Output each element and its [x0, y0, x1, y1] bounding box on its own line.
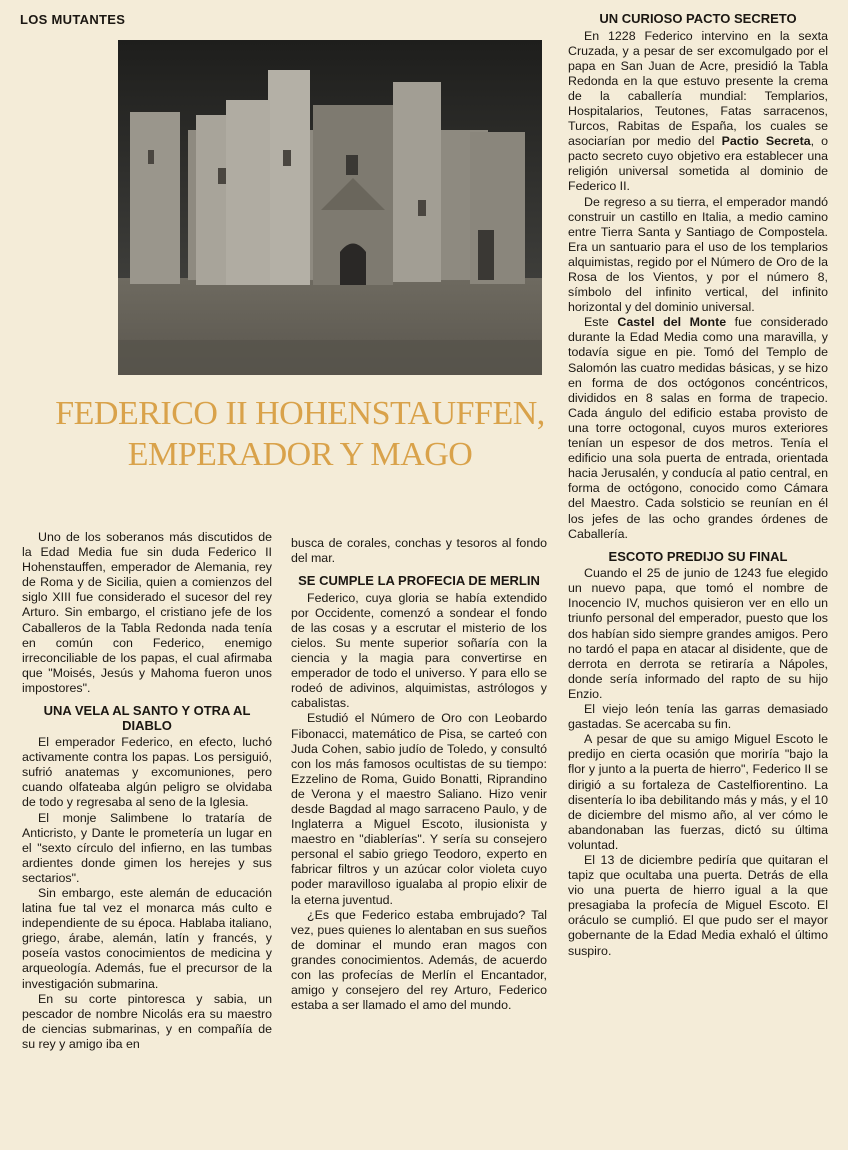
paragraph: Sin embargo, este alemán de educación latina fue tal vez el monarca más culto e independiente de su época. Hablaba italiano, griego, árabe, alemán, latín y francés, y poseía vastos conocimientos de medicina y arqueología. Además, fue el precursor de la investigación submarina. [22, 885, 272, 991]
castle-illustration [118, 40, 542, 375]
paragraph: En 1228 Federico intervino en la sexta Cruzada, y a pesar de ser excomulgado por el papa en San Juan de Acre, presidió la Tabla Redonda en la que estuvo presente la crema de la caballería mundial: Templarios, Hospitalarios, Teutones, Fatas sarracenos, Turcos, Rabitas de España, los cuales se asociarían por medio del Pactio Secreta, o pacto secreto cuyo objetivo era establecer una religión universal sometida al dominio de Federico II. [568, 28, 828, 194]
paragraph: busca de corales, conchas y tesoros al fondo del mar. [291, 536, 547, 566]
paragraph: El emperador Federico, en efecto, luchó activamente contra los papas. Los persiguió, sufrió anatemas y excomuniones, pero cuando olfateaba algún peligro se olvidaba de todo y regresaba al seno de la Iglesia. [22, 735, 272, 810]
paragraph: Este Castel del Monte fue considerado durante la Edad Media como una maravilla, y todavía sigue en pie. Tomó del Templo de Salomón las cuatro medidas básicas, y se hizo en forma de dos octógonos concéntricos, divididos en 8 salas en forma de trapecio. Cada ángulo del edificio estaba provisto de una torre octogonal, cuyos muros exteriores tenían un espesor de dos metros. Tenía el edificio una sola puerta de entrada, orientada hacia Jerusalén, y conducía al patio central, en forma de octógono, conocido como Cámara del Maestro. Cada solsticio se reunían en él los jefes de las ocho grandes órdenes de Caballería. [568, 315, 828, 541]
article-title [20, 393, 580, 475]
paragraph: El monje Salimbene lo trataría de Anticristo, y Dante le prometería un lugar en el "sexto círculo del infierno, en las tumbas ardientes donde gimen los herejes y sus sectarios". [22, 810, 272, 885]
paragraph: De regreso a su tierra, el emperador mandó construir un castillo en Italia, a medio camino entre Tierra Santa y Santiago de Compostela. Era un santuario para el uso de los templarios alquimistas, regido por el Número de Oro de la Rosa de los Vientos, y por el número 8, símbolo del infinito vertical, del infinito horizontal y del dominio universal. [568, 194, 828, 315]
paragraph: En su corte pintoresca y sabia, un pescador de nombre Nicolás era su maestro de ciencias submarinas, y en compañía de su rey y amigo iba en [22, 991, 272, 1051]
subheading: SE CUMPLE LA PROFECIA DE MERLIN [298, 573, 540, 589]
bold-term: Castel del Monte [617, 315, 727, 330]
subheading: ESCOTO PREDIJO SU FINAL [608, 548, 788, 564]
section-header: LOS MUTANTES [20, 12, 126, 27]
paragraph: Uno de los soberanos más discutidos de la Edad Media fue sin duda Federico II Hohenstauffen, emperador de Alemania, rey de Roma y de Sicilia, quien a comienzos del siglo XIII fue considerado el sucesor del rey Arturo. Sin embargo, el cristiano jefe de los Caballeros de la Tabla Redonda nada tenía en común con Federico, enemigo irreconciliable de los papas, el cual afirmaba que "Moisés, Jesús y Mahoma fueron unos impostores". [22, 530, 272, 695]
column-3 [568, 12, 828, 959]
paragraph: Cuando el 25 de junio de 1243 fue elegido un nuevo papa, que tomó el nombre de Inocencio IV, muchos quisieron ver en ello un triunfo personal del emperador, puesto que los dos habían sido siempre grandes amigos. Pero no tardó el papa en atacar al disidente, que de derrota en derrota se retiraría a Nápoles, donde sería informado del rapto de su hijo Enzio. [568, 566, 828, 701]
paragraph: A pesar de que su amigo Miguel Escoto le predijo en cierta ocasión que moriría "bajo la flor y junto a la puerta de hierro", Federico II se dirigió a su fortaleza de Castelfiorentino. La disentería lo iba debilitando más y más, y el 10 de diciembre del mismo año, al ver cómo le abandonaban las fuerzas, dictó su última voluntad. [568, 732, 828, 852]
castle-photo [118, 40, 542, 375]
title-line-1: FEDERICO II HOHENSTAUFFEN, [55, 395, 545, 432]
column-1 [22, 530, 272, 1052]
column-2 [291, 536, 547, 1013]
paragraph: ¿Es que Federico estaba embrujado? Tal vez, pues quienes lo alentaban en sus sueños de dominar el mundo eran magos con grandes conocimientos. Además, de acuerdo con las profecías de Merlín el Encantador, amigo y consejero del rey Arturo, Federico estaba a ser llamado el amo del mundo. [291, 907, 547, 1013]
subheading: UNA VELA AL SANTO Y OTRA AL DIABLO [43, 703, 251, 733]
bold-term: Pactio Secreta [721, 134, 811, 149]
paragraph: El viejo león tenía las garras demasiado gastadas. Se acercaba su fin. [568, 702, 828, 732]
title-line-2: EMPERADOR Y MAGO [127, 436, 473, 473]
paragraph: El 13 de diciembre pediría que quitaran el tapiz que ocultaba una puerta. Detrás de ella vio una puerta de hierro igual a la que presagiaba la profecía de Miguel Escoto. El oráculo se cumplió. El que pudo ser el mayor gobernante de la Edad Media exhaló el último suspiro. [568, 852, 828, 958]
paragraph: Estudió el Número de Oro con Leobardo Fibonacci, matemático de Pisa, se carteó con Juda Cohen, sabio judío de Toledo, y consultó con los más famosos ocultistas de su tiempo: Ezzelino de Roma, Guido Bonatti, Riprandino de Verona y el maestro Saliano. Hizo venir desde Bagdad al mago sarraceno Paulo, y de Inglaterra a Miguel Escoto, ilusionista y maestro en "diablerías". Y sería su consejero personal el sabio griego Teodoro, experto en fabricar filtros y un azúcar color violeta cuyo poder maravilloso igualaba al propio elixir de la eterna juventud. [291, 711, 547, 907]
subheading: UN CURIOSO PACTO SECRETO [599, 11, 797, 26]
paragraph: Federico, cuya gloria se había extendido por Occidente, comenzó a sondear el fondo de las cosas y a escrutar el misterio de los cielos. Su mente superior soñaría con la ciencia y la magia para convertirse en emperador de todo el universo. Y para ello se rodeó de adivinos, alquimistas, astrólogos y cabalistas. [291, 590, 547, 711]
